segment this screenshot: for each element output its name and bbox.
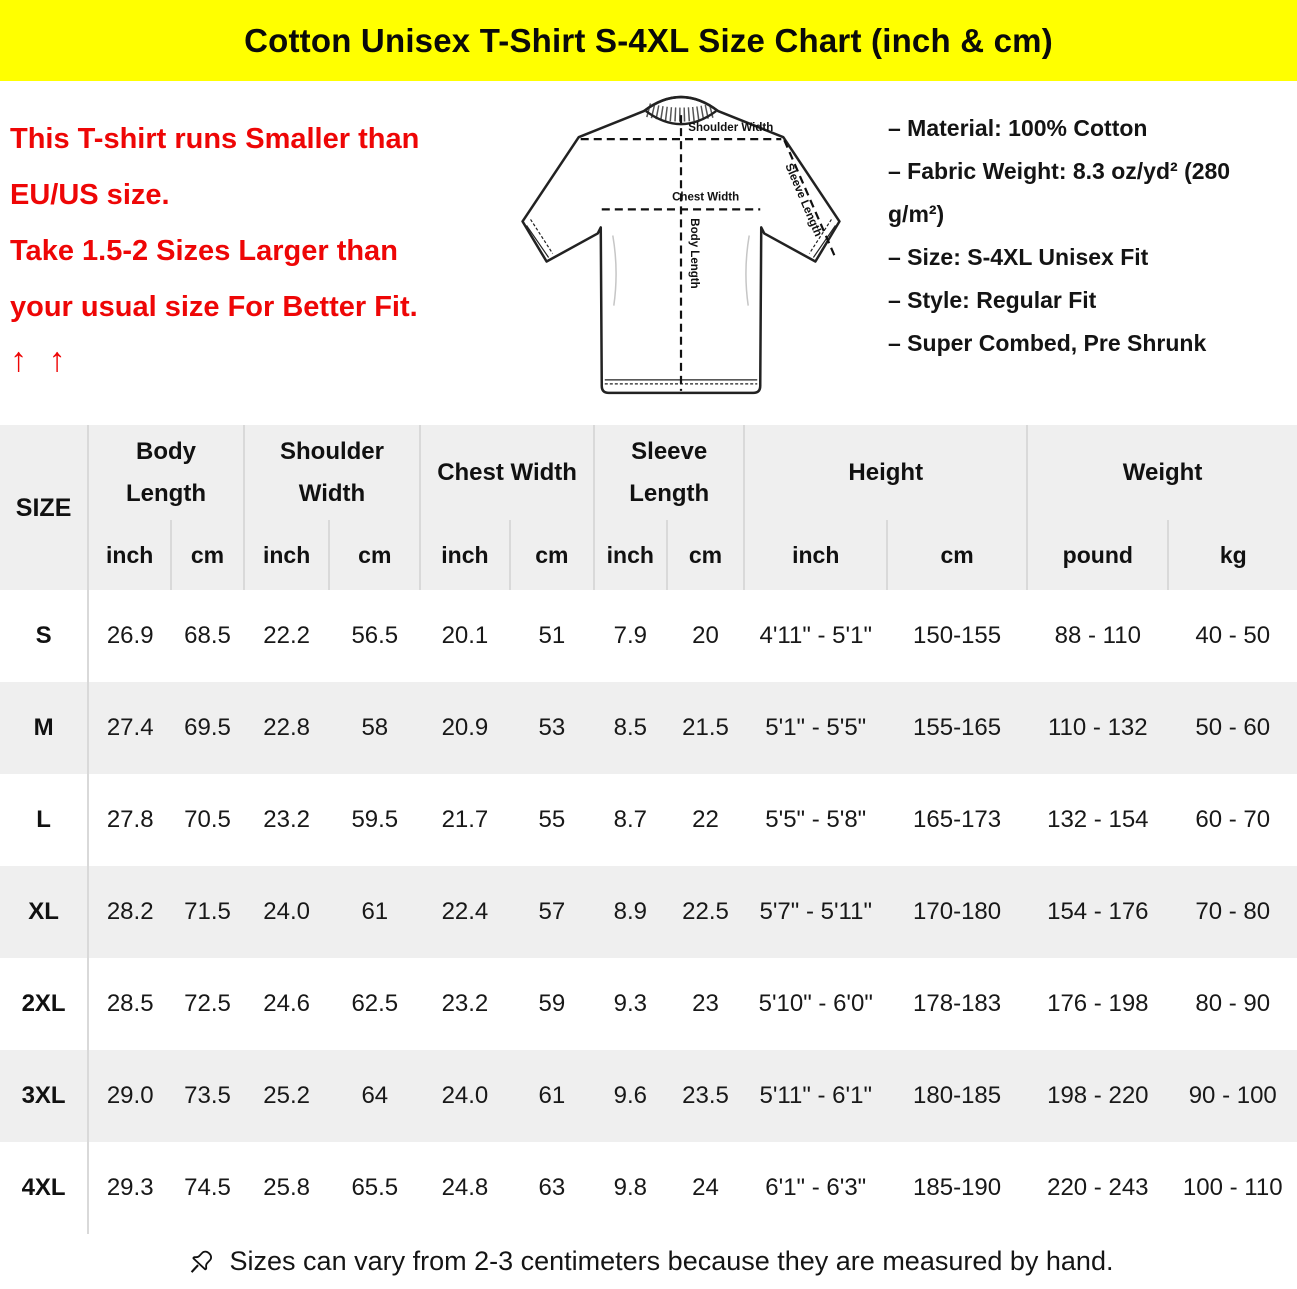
fit-note — [0, 81, 500, 425]
value-cell: 28.5 — [106, 990, 154, 1017]
value-cell: 70.5 — [184, 806, 231, 833]
value-cell: 154 - 176 — [1047, 898, 1149, 925]
sleeve-length-group-header: Sleeve Length — [594, 425, 744, 520]
value-cell: 8.5 — [613, 714, 647, 741]
value-cell: 90 - 100 — [1188, 1082, 1277, 1109]
value-cell: 220 - 243 — [1047, 1174, 1149, 1201]
unit-header: inch — [594, 520, 667, 590]
value-cell: 22.2 — [263, 622, 310, 649]
size-cell: 3XL — [0, 1050, 88, 1142]
value-cell: 72.5 — [184, 990, 231, 1017]
body-length-label: Body Length — [688, 218, 701, 289]
value-cell: 5'5" - 5'8" — [765, 806, 867, 833]
value-cell: 28.2 — [106, 898, 154, 925]
value-cell: 22.5 — [682, 898, 729, 925]
value-cell: 70 - 80 — [1195, 898, 1271, 925]
value-cell: 5'1" - 5'5" — [765, 714, 867, 741]
fit-note-line: Take 1.5-2 Sizes Larger than — [10, 235, 398, 267]
value-cell: 68.5 — [184, 622, 231, 649]
height-group-header: Height — [744, 425, 1027, 520]
value-cell: 8.9 — [613, 898, 647, 925]
fit-note-line: This T-shirt runs Smaller than — [10, 123, 420, 155]
value-cell: 9.8 — [613, 1174, 647, 1201]
value-cell: 25.2 — [263, 1082, 310, 1109]
value-cell: 27.8 — [106, 806, 154, 833]
value-cell: 176 - 198 — [1047, 990, 1149, 1017]
size-cell: XL — [0, 866, 88, 958]
spec-item: – Size: S-4XL Unisex Fit — [888, 244, 1149, 270]
spec-item: – Fabric Weight: 8.3 oz/yd² (280 g/m²) — [888, 158, 1231, 227]
unit-header: cm — [510, 520, 594, 590]
value-cell: 62.5 — [351, 990, 399, 1017]
value-cell: 6'1" - 6'3" — [765, 1174, 867, 1201]
value-cell: 25.8 — [263, 1174, 310, 1201]
value-cell: 24.6 — [263, 990, 310, 1017]
value-cell: 80 - 90 — [1195, 990, 1271, 1017]
size-table-body — [0, 590, 1297, 1234]
value-cell: 155-165 — [913, 714, 1002, 741]
unit-header: inch — [88, 520, 171, 590]
value-cell: 20.1 — [441, 622, 489, 649]
size-cell: 2XL — [0, 958, 88, 1050]
weight-group-header: Weight — [1027, 425, 1297, 520]
table-row — [0, 1142, 1297, 1234]
value-cell: 5'10" - 6'0" — [758, 990, 873, 1017]
value-cell: 24.0 — [263, 898, 310, 925]
value-cell: 40 - 50 — [1195, 622, 1271, 649]
value-cell: 165-173 — [913, 806, 1002, 833]
table-row — [0, 590, 1297, 682]
value-cell: 73.5 — [184, 1082, 231, 1109]
value-cell: 55 — [538, 806, 566, 833]
size-cell: L — [0, 774, 88, 866]
value-cell: 185-190 — [913, 1174, 1002, 1201]
value-cell: 50 - 60 — [1195, 714, 1271, 741]
value-cell: 150-155 — [913, 622, 1002, 649]
shoulder-width-label: Shoulder Width — [688, 122, 774, 135]
value-cell: 170-180 — [913, 898, 1002, 925]
up-arrows-icon: ↑ ↑ — [10, 341, 72, 379]
value-cell: 51 — [538, 622, 566, 649]
value-cell: 5'7" - 5'11" — [759, 898, 872, 925]
value-cell: 57 — [538, 898, 566, 925]
sleeve-length-label: Sleeve Length — [782, 161, 824, 239]
value-cell: 20 — [692, 622, 719, 649]
spec-item: – Super Combed, Pre Shrunk — [888, 330, 1207, 356]
value-cell: 180-185 — [913, 1082, 1002, 1109]
table-row — [0, 774, 1297, 866]
value-cell: 59.5 — [351, 806, 399, 833]
value-cell: 21.7 — [441, 806, 489, 833]
footnote — [0, 1234, 1297, 1289]
fit-note-line: EU/US size. — [10, 179, 170, 211]
value-cell: 23 — [692, 990, 719, 1017]
value-cell: 23.5 — [682, 1082, 729, 1109]
unit-header: cm — [171, 520, 244, 590]
footnote-text: Sizes can vary from 2-3 centimeters because they are measured by hand. — [229, 1246, 1114, 1276]
body-length-group-header: Body Length — [88, 425, 244, 520]
value-cell: 29.3 — [106, 1174, 154, 1201]
value-cell: 61 — [538, 1082, 566, 1109]
value-cell: 71.5 — [184, 898, 231, 925]
value-cell: 24 — [692, 1174, 719, 1201]
value-cell: 8.7 — [613, 806, 647, 833]
unit-header: cm — [667, 520, 745, 590]
value-cell: 61 — [361, 898, 389, 925]
unit-header: cm — [887, 520, 1027, 590]
table-row — [0, 866, 1297, 958]
spec-item: – Style: Regular Fit — [888, 287, 1097, 313]
unit-header: inch — [744, 520, 887, 590]
value-cell: 9.3 — [613, 990, 647, 1017]
value-cell: 132 - 154 — [1047, 806, 1149, 833]
value-cell: 59 — [538, 990, 566, 1017]
size-cell: S — [0, 590, 88, 682]
size-cell: M — [0, 682, 88, 774]
fit-note-line: your usual size For Better Fit. — [10, 291, 418, 323]
value-cell: 26.9 — [106, 622, 154, 649]
shoulder-width-group-header: Shoulder Width — [244, 425, 420, 520]
product-specs — [872, 81, 1297, 425]
unit-header: pound — [1027, 520, 1168, 590]
value-cell: 53 — [538, 714, 566, 741]
value-cell: 60 - 70 — [1195, 806, 1271, 833]
chest-width-group-header: Chest Width — [420, 425, 594, 520]
value-cell: 100 - 110 — [1182, 1174, 1283, 1201]
value-cell: 69.5 — [184, 714, 231, 741]
table-row — [0, 958, 1297, 1050]
value-cell: 24.8 — [441, 1174, 489, 1201]
unit-header: inch — [420, 520, 509, 590]
info-section — [0, 81, 1297, 425]
value-cell: 23.2 — [441, 990, 489, 1017]
unit-header: cm — [329, 520, 420, 590]
table-header-group-row — [0, 425, 1297, 520]
value-cell: 56.5 — [351, 622, 399, 649]
value-cell: 22 — [692, 806, 719, 833]
title-banner — [0, 0, 1297, 81]
size-column-header: SIZE — [0, 425, 88, 590]
tshirt-measurement-diagram — [500, 81, 872, 425]
spec-item: – Material: 100% Cotton — [888, 115, 1148, 141]
pushpin-icon — [184, 1245, 218, 1279]
value-cell: 23.2 — [263, 806, 310, 833]
value-cell: 88 - 110 — [1054, 622, 1141, 649]
value-cell: 21.5 — [682, 714, 729, 741]
value-cell: 63 — [538, 1174, 566, 1201]
value-cell: 22.8 — [263, 714, 310, 741]
table-header-sub-row — [0, 520, 1297, 590]
size-table — [0, 425, 1297, 1234]
value-cell: 178-183 — [913, 990, 1002, 1017]
value-cell: 4'11" - 5'1" — [759, 622, 872, 649]
table-row — [0, 682, 1297, 774]
value-cell: 22.4 — [441, 898, 489, 925]
value-cell: 74.5 — [184, 1174, 231, 1201]
tshirt-diagram-icon — [500, 85, 862, 421]
size-cell: 4XL — [0, 1142, 88, 1234]
page-title: Cotton Unisex T-Shirt S-4XL Size Chart (inch & cm) — [244, 21, 1053, 59]
value-cell: 5'11" - 6'1" — [759, 1082, 872, 1109]
chest-width-label: Chest Width — [672, 191, 740, 204]
unit-header: kg — [1168, 520, 1297, 590]
value-cell: 65.5 — [351, 1174, 399, 1201]
value-cell: 24.0 — [441, 1082, 489, 1109]
value-cell: 29.0 — [106, 1082, 154, 1109]
value-cell: 198 - 220 — [1047, 1082, 1149, 1109]
value-cell: 7.9 — [613, 622, 647, 649]
value-cell: 58 — [361, 714, 389, 741]
value-cell: 27.4 — [106, 714, 154, 741]
unit-header: inch — [244, 520, 330, 590]
table-row — [0, 1050, 1297, 1142]
value-cell: 9.6 — [613, 1082, 647, 1109]
value-cell: 64 — [361, 1082, 389, 1109]
value-cell: 20.9 — [441, 714, 489, 741]
value-cell: 110 - 132 — [1047, 714, 1148, 741]
